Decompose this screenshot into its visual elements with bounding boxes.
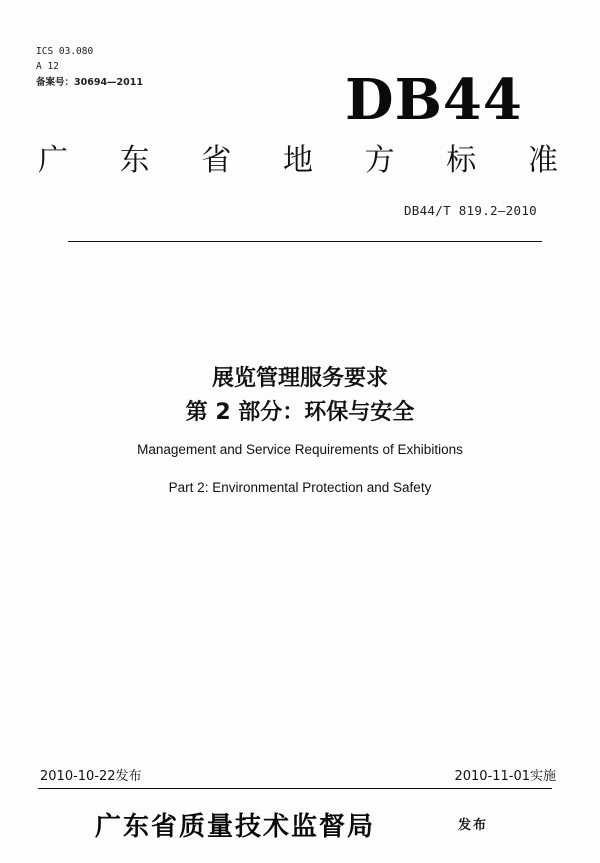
standard-type-char: 东 [119,143,150,178]
ics-code: ICS 03.080 [36,46,94,57]
title-chinese-line1: 展览管理服务要求 [211,366,388,391]
standard-type-char: 标 [446,143,477,178]
title-english-line2: Part 2: Environmental Protection and Safety [168,480,432,495]
title-english-line1: Management and Service Requirements of Exhibitions [137,442,463,457]
issue-label: 发布 [458,818,489,833]
issue-date: 2010-10-22发布 [40,769,142,784]
top-divider [68,241,542,242]
standard-type-char: 广 [38,143,68,178]
bottom-divider [38,788,552,789]
standard-type-heading [38,141,558,181]
record-number: 备案号：30694—2011 [36,77,143,88]
implementation-date: 2010-11-01实施 [454,769,556,784]
issuing-authority: 广东省质量技术监督局 [95,812,376,842]
db44-logo: DB44 [345,67,523,133]
category-code: A 12 [36,61,59,72]
standard-type-char: 地 [282,143,313,178]
title-chinese-line2: 第 2 部分：环保与安全 [185,400,415,425]
standard-type-char: 准 [527,143,558,178]
standard-number: DB44/T 819.2—2010 [403,203,537,218]
standard-type-char: 方 [364,143,395,178]
standard-type-char: 省 [201,143,232,178]
